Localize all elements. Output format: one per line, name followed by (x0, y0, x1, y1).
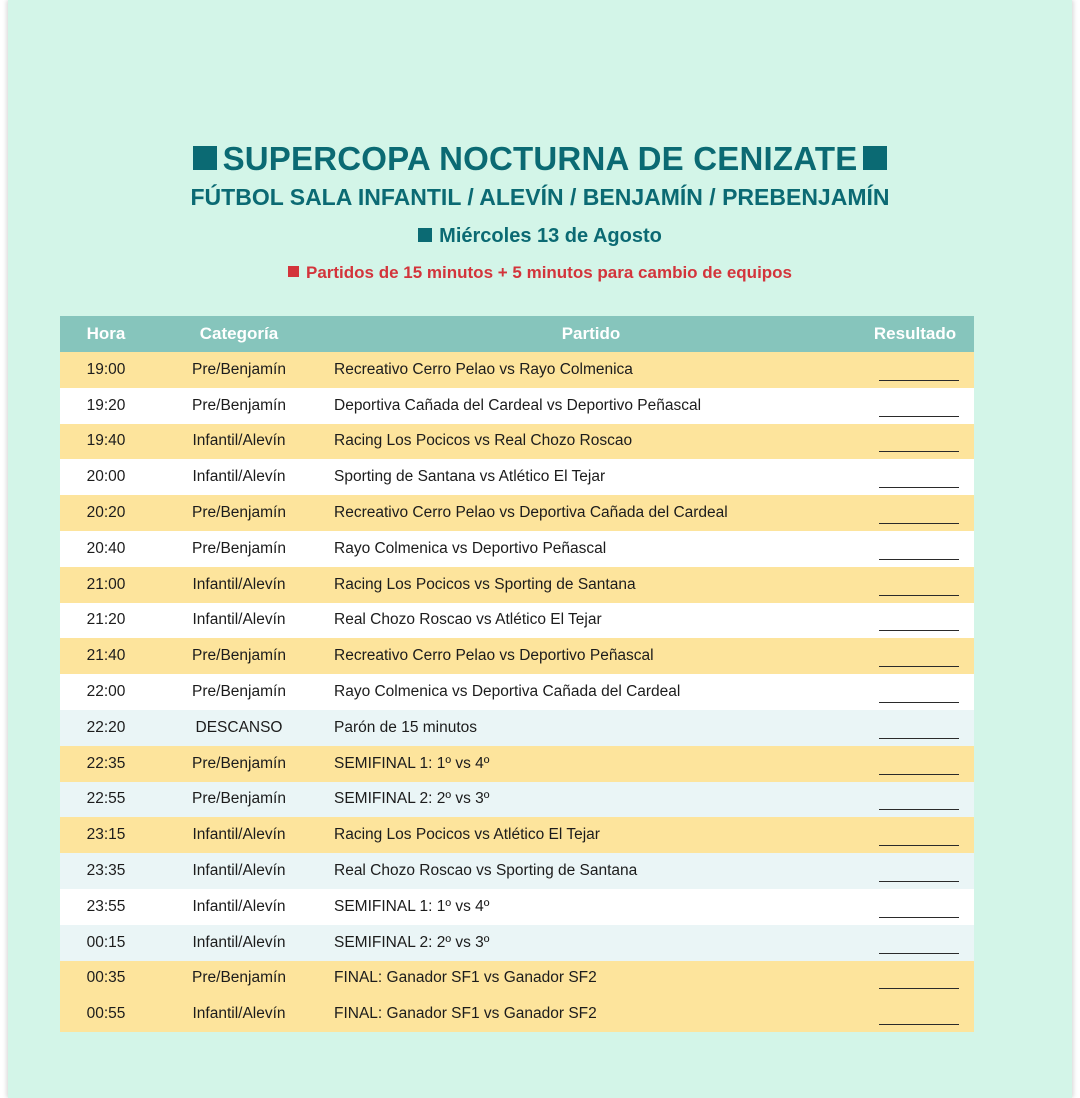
table-row (60, 388, 974, 424)
cell-resultado (856, 683, 974, 701)
cell-resultado (856, 611, 974, 629)
match-duration-note (8, 263, 1072, 283)
cell-hora: 20:40 (86, 539, 126, 557)
result-blank-line[interactable] (879, 1023, 959, 1025)
result-blank-line[interactable] (879, 415, 959, 417)
table-row (60, 961, 974, 997)
cell-hora: 19:40 (86, 432, 126, 450)
result-blank-line[interactable] (879, 558, 959, 560)
cell-hora: 23:55 (86, 897, 126, 915)
result-blank-line[interactable] (879, 701, 959, 703)
cell-hora: 19:00 (86, 360, 126, 378)
table-row (60, 853, 974, 889)
cell-resultado (856, 504, 974, 522)
cell-partido: Rayo Colmenica vs Deportiva Cañada del Cardeal (334, 683, 681, 701)
table-row (60, 817, 974, 853)
event-date (8, 225, 1072, 248)
cell-hora: 20:00 (86, 468, 126, 486)
table-row (60, 674, 974, 710)
cell-partido: Racing Los Pocicos vs Real Chozo Roscao (334, 432, 633, 450)
table-row (60, 603, 974, 639)
schedule-table (60, 316, 974, 1032)
result-blank-line[interactable] (879, 916, 959, 918)
cell-categoria: Pre/Benjamín (192, 969, 286, 987)
cell-resultado (856, 397, 974, 415)
table-row (60, 495, 974, 531)
cell-hora: 22:00 (86, 683, 126, 701)
cell-categoria: Pre/Benjamín (192, 683, 286, 701)
cell-hora: 19:20 (86, 396, 126, 414)
table-body (60, 352, 974, 1032)
cell-hora: 00:55 (86, 1005, 126, 1023)
cell-categoria: Infantil/Alevín (192, 575, 286, 593)
column-header-categoria: Categoría (199, 324, 279, 343)
cell-resultado (856, 432, 974, 450)
cell-categoria: Infantil/Alevín (192, 611, 286, 629)
cell-resultado (856, 934, 974, 952)
result-blank-line[interactable] (879, 665, 959, 667)
cell-resultado (856, 790, 974, 808)
cell-categoria: Infantil/Alevín (192, 933, 286, 951)
cell-categoria: Pre/Benjamín (192, 790, 286, 808)
cell-categoria: Pre/Benjamín (192, 360, 286, 378)
cell-partido: Deportiva Cañada del Cardeal vs Deportivo Peñascal (334, 396, 702, 414)
cell-hora: 22:55 (86, 790, 126, 808)
result-blank-line[interactable] (879, 737, 959, 739)
cell-categoria: Pre/Benjamín (192, 647, 286, 665)
cell-resultado (856, 755, 974, 773)
result-blank-line[interactable] (879, 450, 959, 452)
cell-categoria: Infantil/Alevín (192, 1005, 286, 1023)
cell-resultado (856, 540, 974, 558)
cell-partido: Parón de 15 minutos (334, 718, 478, 736)
cell-resultado (856, 361, 974, 379)
cell-partido: SEMIFINAL 2: 2º vs 3º (334, 790, 490, 808)
cell-hora: 23:15 (86, 826, 126, 844)
table-row (60, 459, 974, 495)
cell-resultado (856, 969, 974, 987)
cell-partido: FINAL: Ganador SF1 vs Ganador SF2 (334, 1005, 597, 1023)
result-blank-line[interactable] (879, 522, 959, 524)
cell-hora: 21:40 (86, 647, 126, 665)
cell-partido: Recreativo Cerro Pelao vs Deportiva Cañada del Cardeal (334, 504, 728, 522)
cell-hora: 21:00 (86, 575, 126, 593)
cell-partido: FINAL: Ganador SF1 vs Ganador SF2 (334, 969, 597, 987)
table-header-row (60, 316, 974, 352)
table-row (60, 710, 974, 746)
cell-hora: 00:35 (86, 969, 126, 987)
cell-partido: Real Chozo Roscao vs Atlético El Tejar (334, 611, 602, 629)
cell-resultado (856, 576, 974, 594)
table-row (60, 889, 974, 925)
cell-partido: Real Chozo Roscao vs Sporting de Santana (334, 862, 638, 880)
cell-partido: Recreativo Cerro Pelao vs Deportivo Peñascal (334, 647, 654, 665)
cell-categoria: Infantil/Alevín (192, 826, 286, 844)
result-blank-line[interactable] (879, 629, 959, 631)
cell-partido: Racing Los Pocicos vs Atlético El Tejar (334, 826, 600, 844)
cell-categoria: Infantil/Alevín (192, 862, 286, 880)
cell-hora: 20:20 (86, 504, 126, 522)
cell-hora: 22:35 (86, 754, 126, 772)
table-row (60, 424, 974, 460)
cell-categoria: Infantil/Alevín (192, 897, 286, 915)
result-blank-line[interactable] (879, 594, 959, 596)
column-header-partido: Partido (561, 324, 621, 343)
table-row (60, 531, 974, 567)
cell-resultado (856, 647, 974, 665)
cell-hora: 00:15 (86, 933, 126, 951)
cell-resultado (856, 1005, 974, 1023)
table-row (60, 925, 974, 961)
cell-categoria: Infantil/Alevín (192, 432, 286, 450)
result-blank-line[interactable] (879, 844, 959, 846)
square-bullet-icon (193, 146, 217, 170)
cell-hora: 21:20 (86, 611, 126, 629)
cell-partido: SEMIFINAL 2: 2º vs 3º (334, 933, 490, 951)
event-date-text: Miércoles 13 de Agosto (439, 225, 662, 247)
cell-resultado (856, 468, 974, 486)
table-row (60, 352, 974, 388)
cell-categoria: DESCANSO (195, 718, 283, 736)
result-blank-line[interactable] (879, 379, 959, 381)
table-row (60, 638, 974, 674)
document-title (8, 140, 1072, 178)
square-bullet-icon (863, 146, 887, 170)
table-row (60, 782, 974, 818)
cell-partido: Recreativo Cerro Pelao vs Rayo Colmenica (334, 360, 633, 378)
cell-categoria: Infantil/Alevín (192, 468, 286, 486)
cell-categoria: Pre/Benjamín (192, 539, 286, 557)
cell-hora: 23:35 (86, 862, 126, 880)
result-blank-line[interactable] (879, 952, 959, 954)
cell-partido: Rayo Colmenica vs Deportivo Peñascal (334, 539, 607, 557)
table-row (60, 567, 974, 603)
square-bullet-icon (288, 266, 299, 277)
cell-resultado (856, 826, 974, 844)
cell-resultado (856, 898, 974, 916)
cell-partido: Racing Los Pocicos vs Sporting de Santana (334, 575, 636, 593)
document-page (8, 0, 1072, 1098)
match-duration-note-text: Partidos de 15 minutos + 5 minutos para cambio de equipos (305, 263, 793, 282)
document-subtitle: FÚTBOL SALA INFANTIL / ALEVÍN / BENJAMÍN / PREBENJAMÍN (190, 184, 890, 210)
square-bullet-icon (418, 228, 432, 242)
column-header-resultado: Resultado (873, 324, 957, 343)
table-row (60, 996, 974, 1032)
column-header-hora: Hora (86, 324, 126, 343)
cell-resultado (856, 719, 974, 737)
table-row (60, 746, 974, 782)
result-blank-line[interactable] (879, 808, 959, 810)
cell-hora: 22:20 (86, 718, 126, 736)
result-blank-line[interactable] (879, 987, 959, 989)
cell-partido: SEMIFINAL 1: 1º vs 4º (334, 897, 490, 915)
cell-categoria: Pre/Benjamín (192, 754, 286, 772)
result-blank-line[interactable] (879, 486, 959, 488)
result-blank-line[interactable] (879, 773, 959, 775)
cell-categoria: Pre/Benjamín (192, 504, 286, 522)
cell-categoria: Pre/Benjamín (192, 396, 286, 414)
cell-partido: SEMIFINAL 1: 1º vs 4º (334, 754, 490, 772)
cell-partido: Sporting de Santana vs Atlético El Tejar (334, 468, 606, 486)
result-blank-line[interactable] (879, 880, 959, 882)
title-text: SUPERCOPA NOCTURNA DE CENIZATE (222, 140, 858, 177)
cell-resultado (856, 862, 974, 880)
